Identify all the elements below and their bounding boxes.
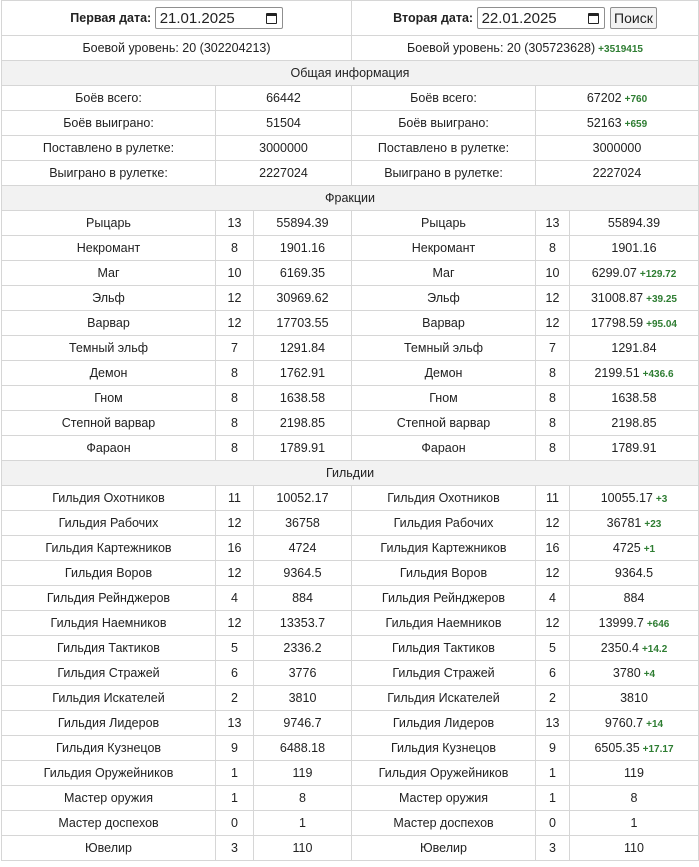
faction-row — [2, 311, 699, 336]
faction-row-points-right — [570, 236, 699, 261]
delta-badge: +1 — [643, 544, 656, 555]
delta-badge: +39.25 — [646, 294, 677, 305]
combat-level-row — [2, 36, 699, 61]
faction-row-name-right: Эльф — [352, 286, 536, 311]
guild-row-points-right — [570, 561, 699, 586]
guild-row-level-left: 12 — [216, 511, 254, 536]
faction-row-points-right-value: 55894.39 — [607, 216, 661, 230]
guild-row — [2, 761, 699, 786]
guild-row-name-left: Мастер оружия — [2, 786, 216, 811]
faction-row-points-right — [570, 411, 699, 436]
faction-row-points-right — [570, 336, 699, 361]
general-label-right: Боёв всего: — [352, 86, 536, 111]
guild-row-name-right: Гильдия Воров — [352, 561, 536, 586]
guild-row — [2, 511, 699, 536]
faction-row-level-left: 8 — [216, 386, 254, 411]
guild-row-points-right — [570, 486, 699, 511]
faction-row-name-right: Фараон — [352, 436, 536, 461]
second-date-label: Вторая дата: — [393, 11, 474, 25]
faction-row-name-right: Варвар — [352, 311, 536, 336]
faction-row-points-left: 1789.91 — [254, 436, 352, 461]
guild-row-points-right — [570, 761, 699, 786]
faction-row-name-right: Темный эльф — [352, 336, 536, 361]
guild-row-name-left: Гильдия Лидеров — [2, 711, 216, 736]
guild-row-points-right-value: 8 — [630, 791, 638, 805]
faction-row — [2, 261, 699, 286]
guild-row-points-right-value: 9760.7 — [604, 716, 644, 730]
general-value-left: 2227024 — [216, 161, 352, 186]
guild-row-name-left: Гильдия Наемников — [2, 611, 216, 636]
delta-badge: +436.6 — [642, 369, 674, 380]
guild-row-points-right — [570, 736, 699, 761]
faction-row-level-left: 13 — [216, 211, 254, 236]
general-label-left: Поставлено в рулетке: — [2, 136, 216, 161]
faction-row-name-right: Некромант — [352, 236, 536, 261]
second-date-input[interactable] — [477, 7, 605, 29]
guild-row-level-right: 12 — [536, 611, 570, 636]
guild-row-name-left: Мастер доспехов — [2, 811, 216, 836]
guild-row-points-right — [570, 811, 699, 836]
faction-row-level-right: 8 — [536, 361, 570, 386]
faction-row-points-left: 55894.39 — [254, 211, 352, 236]
combat-level-right-value: Боевой уровень: 20 (305723628) — [407, 41, 596, 55]
guild-row-name-right: Гильдия Наемников — [352, 611, 536, 636]
faction-row-level-left: 10 — [216, 261, 254, 286]
faction-row-points-right-value: 2198.85 — [611, 416, 657, 430]
faction-row-points-left: 1901.16 — [254, 236, 352, 261]
guild-row-points-right — [570, 536, 699, 561]
section-header-guilds — [2, 461, 699, 486]
guild-row-name-right: Гильдия Лидеров — [352, 711, 536, 736]
faction-row-level-right: 13 — [536, 211, 570, 236]
guild-row-points-left: 8 — [254, 786, 352, 811]
guild-row-points-right — [570, 511, 699, 536]
faction-row-points-left: 1638.58 — [254, 386, 352, 411]
faction-row-name-left: Некромант — [2, 236, 216, 261]
guild-row-level-left: 11 — [216, 486, 254, 511]
delta-badge: +17.17 — [642, 744, 674, 755]
faction-row-level-left: 8 — [216, 436, 254, 461]
delta-badge: +4 — [643, 669, 656, 680]
guild-row-points-left: 3776 — [254, 661, 352, 686]
faction-row-points-right-value: 1901.16 — [611, 241, 657, 255]
calendar-icon[interactable] — [266, 13, 277, 24]
general-label-right: Поставлено в рулетке: — [352, 136, 536, 161]
guild-row — [2, 661, 699, 686]
faction-row-level-left: 7 — [216, 336, 254, 361]
guild-row — [2, 486, 699, 511]
faction-row-level-right: 8 — [536, 386, 570, 411]
delta-badge: +760 — [624, 94, 648, 105]
guild-row — [2, 536, 699, 561]
guild-row-level-left: 13 — [216, 711, 254, 736]
combat-level-left: Боевой уровень: 20 (302204213) — [2, 36, 352, 61]
guild-row — [2, 811, 699, 836]
general-label-right: Выиграно в рулетке: — [352, 161, 536, 186]
faction-row-points-right — [570, 261, 699, 286]
guild-row-name-left: Гильдия Охотников — [2, 486, 216, 511]
faction-row-level-left: 8 — [216, 236, 254, 261]
faction-row-points-left: 1291.84 — [254, 336, 352, 361]
guild-row-points-right-value: 3810 — [620, 691, 648, 705]
guild-row-points-left: 36758 — [254, 511, 352, 536]
date-picker-row — [2, 1, 699, 36]
guild-row-name-right: Мастер доспехов — [352, 811, 536, 836]
guild-row-level-right: 3 — [536, 836, 570, 861]
faction-row-level-right: 8 — [536, 436, 570, 461]
guild-row-name-left: Гильдия Картежников — [2, 536, 216, 561]
guild-row-name-left: Гильдия Тактиков — [2, 636, 216, 661]
faction-row-name-right: Гном — [352, 386, 536, 411]
faction-row-name-left: Рыцарь — [2, 211, 216, 236]
faction-row-name-right: Степной варвар — [352, 411, 536, 436]
faction-row-points-left: 30969.62 — [254, 286, 352, 311]
guild-row-level-left: 2 — [216, 686, 254, 711]
guild-row-level-left: 6 — [216, 661, 254, 686]
faction-row-points-right — [570, 286, 699, 311]
general-label-left: Выиграно в рулетке: — [2, 161, 216, 186]
section-title-guilds: Гильдии — [2, 461, 699, 486]
guild-row-name-right: Гильдия Рабочих — [352, 511, 536, 536]
guild-row-points-right-value: 110 — [624, 841, 644, 855]
first-date-cell — [2, 1, 352, 36]
guild-row-name-right: Гильдия Искателей — [352, 686, 536, 711]
faction-row-points-right-value: 17798.59 — [590, 316, 644, 330]
faction-row — [2, 211, 699, 236]
guild-row-name-right: Гильдия Картежников — [352, 536, 536, 561]
guild-row — [2, 736, 699, 761]
section-header-factions — [2, 186, 699, 211]
guild-row-points-left: 9746.7 — [254, 711, 352, 736]
guild-row-level-left: 0 — [216, 811, 254, 836]
general-value-right — [536, 136, 699, 161]
guild-row-name-left: Гильдия Рабочих — [2, 511, 216, 536]
guild-row-name-right: Гильдия Кузнецов — [352, 736, 536, 761]
guild-row — [2, 611, 699, 636]
guild-row-points-left: 884 — [254, 586, 352, 611]
guild-row-level-right: 0 — [536, 811, 570, 836]
faction-row — [2, 361, 699, 386]
guild-row — [2, 686, 699, 711]
guild-row-name-right: Гильдия Оружейников — [352, 761, 536, 786]
guild-row-level-right: 4 — [536, 586, 570, 611]
guild-row-points-left: 2336.2 — [254, 636, 352, 661]
delta-badge: +646 — [646, 619, 670, 630]
search-button[interactable]: Поиск — [610, 7, 657, 29]
guild-row-points-right — [570, 836, 699, 861]
guild-row-points-left: 119 — [254, 761, 352, 786]
delta-badge: +14 — [646, 719, 664, 730]
guild-row-points-right-value: 36781 — [606, 516, 642, 530]
guild-row-points-right-value: 13999.7 — [598, 616, 644, 630]
guild-row-points-right-value: 119 — [624, 766, 644, 780]
guild-row-level-right: 1 — [536, 786, 570, 811]
guild-row-points-left: 4724 — [254, 536, 352, 561]
faction-row — [2, 236, 699, 261]
guild-row-level-left: 16 — [216, 536, 254, 561]
guild-row — [2, 586, 699, 611]
faction-row — [2, 386, 699, 411]
guild-row-name-right: Гильдия Охотников — [352, 486, 536, 511]
guild-row-points-right — [570, 686, 699, 711]
delta-badge: +14.2 — [641, 644, 668, 655]
guild-row-points-left: 3810 — [254, 686, 352, 711]
delta-badge: +95.04 — [646, 319, 677, 330]
guild-row-points-left: 10052.17 — [254, 486, 352, 511]
guild-row-level-left: 3 — [216, 836, 254, 861]
guild-row-points-right-value: 2350.4 — [600, 641, 639, 655]
faction-row-level-right: 8 — [536, 236, 570, 261]
faction-row-points-right — [570, 386, 699, 411]
general-value-right-value: 67202 — [586, 91, 622, 105]
section-title-factions: Фракции — [2, 186, 699, 211]
guild-row-name-right: Гильдия Стражей — [352, 661, 536, 686]
guild-row-level-right: 11 — [536, 486, 570, 511]
guild-row-name-left: Гильдия Кузнецов — [2, 736, 216, 761]
faction-row-level-left: 8 — [216, 411, 254, 436]
guild-row-points-right-value: 4725 — [612, 541, 641, 555]
faction-row-name-left: Гном — [2, 386, 216, 411]
guild-row-points-right — [570, 711, 699, 736]
general-value-right-value: 3000000 — [592, 141, 642, 155]
general-value-left: 3000000 — [216, 136, 352, 161]
faction-row-points-right — [570, 361, 699, 386]
guild-row-points-right — [570, 786, 699, 811]
general-row — [2, 86, 699, 111]
guild-row-points-left: 1 — [254, 811, 352, 836]
section-title-general: Общая информация — [2, 61, 699, 86]
guild-row-name-right: Гильдия Тактиков — [352, 636, 536, 661]
faction-row-level-right: 8 — [536, 411, 570, 436]
faction-row-name-left: Маг — [2, 261, 216, 286]
guild-row-points-left: 9364.5 — [254, 561, 352, 586]
guild-row-points-right — [570, 586, 699, 611]
guild-row-name-right: Ювелир — [352, 836, 536, 861]
section-header-general — [2, 61, 699, 86]
faction-row — [2, 286, 699, 311]
faction-row-points-right — [570, 211, 699, 236]
second-date-value: 22.01.2025 — [481, 9, 557, 27]
delta-badge: +659 — [624, 119, 648, 130]
faction-row — [2, 336, 699, 361]
guild-row-level-left: 1 — [216, 786, 254, 811]
guild-row-level-right: 13 — [536, 711, 570, 736]
guild-row — [2, 711, 699, 736]
guild-row-name-left: Гильдия Искателей — [2, 686, 216, 711]
guild-row-points-right-value: 884 — [623, 591, 645, 605]
guild-row-points-right — [570, 611, 699, 636]
first-date-input[interactable] — [155, 7, 283, 29]
guild-row-name-left: Гильдия Рейнджеров — [2, 586, 216, 611]
faction-row-level-right: 10 — [536, 261, 570, 286]
guild-row-level-right: 5 — [536, 636, 570, 661]
faction-row-points-left: 6169.35 — [254, 261, 352, 286]
delta-badge: +23 — [644, 519, 662, 530]
faction-row — [2, 436, 699, 461]
guild-row-level-right: 9 — [536, 736, 570, 761]
first-date-label: Первая дата: — [70, 11, 152, 25]
general-value-right — [536, 161, 699, 186]
faction-row-name-right: Маг — [352, 261, 536, 286]
guild-row-level-right: 12 — [536, 561, 570, 586]
faction-row-points-left: 17703.55 — [254, 311, 352, 336]
guild-row-points-left: 110 — [254, 836, 352, 861]
guild-row-points-right-value: 9364.5 — [614, 566, 654, 580]
faction-row-level-right: 7 — [536, 336, 570, 361]
guild-row-name-left: Ювелир — [2, 836, 216, 861]
guild-row-level-left: 1 — [216, 761, 254, 786]
guild-row-points-left: 6488.18 — [254, 736, 352, 761]
general-value-right-value: 2227024 — [592, 166, 642, 180]
general-value-left: 66442 — [216, 86, 352, 111]
guild-row-points-right — [570, 636, 699, 661]
faction-row-points-right-value: 1638.58 — [611, 391, 657, 405]
guild-row-name-left: Гильдия Стражей — [2, 661, 216, 686]
general-value-right — [536, 86, 699, 111]
faction-row-name-right: Рыцарь — [352, 211, 536, 236]
guild-row-level-right: 12 — [536, 511, 570, 536]
guild-row-level-left: 5 — [216, 636, 254, 661]
general-label-right: Боёв выиграно: — [352, 111, 536, 136]
guild-row-name-left: Гильдия Воров — [2, 561, 216, 586]
general-row — [2, 161, 699, 186]
guild-row-points-right-value: 1 — [630, 816, 638, 830]
faction-row-points-right-value: 1291.84 — [611, 341, 657, 355]
guild-row-level-left: 9 — [216, 736, 254, 761]
faction-row-name-left: Эльф — [2, 286, 216, 311]
faction-row-name-left: Варвар — [2, 311, 216, 336]
faction-row-name-left: Демон — [2, 361, 216, 386]
guild-row-points-right-value: 3780 — [612, 666, 641, 680]
combat-level-delta: +3519415 — [598, 44, 643, 55]
delta-badge: +3 — [655, 494, 668, 505]
faction-row-points-left: 2198.85 — [254, 411, 352, 436]
guild-row — [2, 561, 699, 586]
guild-row-level-right: 6 — [536, 661, 570, 686]
faction-row-points-right-value: 6299.07 — [591, 266, 637, 280]
faction-row — [2, 411, 699, 436]
faction-row-points-left: 1762.91 — [254, 361, 352, 386]
stats-comparison-table — [1, 0, 699, 861]
general-row — [2, 111, 699, 136]
faction-row-points-right-value: 31008.87 — [590, 291, 644, 305]
general-row — [2, 136, 699, 161]
guild-row — [2, 786, 699, 811]
faction-row-name-left: Темный эльф — [2, 336, 216, 361]
guild-row-points-left: 13353.7 — [254, 611, 352, 636]
guild-row — [2, 836, 699, 861]
faction-row-points-right-value: 2199.51 — [594, 366, 640, 380]
faction-row-level-left: 12 — [216, 286, 254, 311]
faction-row-points-right — [570, 311, 699, 336]
guild-row-points-right — [570, 661, 699, 686]
guild-row-name-right: Мастер оружия — [352, 786, 536, 811]
guild-row-name-left: Гильдия Оружейников — [2, 761, 216, 786]
guild-row-points-right-value: 10055.17 — [600, 491, 653, 505]
general-label-left: Боёв всего: — [2, 86, 216, 111]
second-date-cell — [352, 1, 699, 36]
faction-row-level-left: 8 — [216, 361, 254, 386]
faction-row-points-right-value: 1789.91 — [611, 441, 657, 455]
faction-row-level-right: 12 — [536, 311, 570, 336]
first-date-value: 21.01.2025 — [159, 9, 235, 27]
faction-row-name-right: Демон — [352, 361, 536, 386]
guild-row-level-left: 12 — [216, 561, 254, 586]
guild-row-level-left: 12 — [216, 611, 254, 636]
general-value-left: 51504 — [216, 111, 352, 136]
general-label-left: Боёв выиграно: — [2, 111, 216, 136]
guild-row-name-right: Гильдия Рейнджеров — [352, 586, 536, 611]
general-value-right-value: 52163 — [586, 116, 622, 130]
calendar-icon[interactable] — [588, 13, 599, 24]
guild-row-level-right: 1 — [536, 761, 570, 786]
faction-row-level-right: 12 — [536, 286, 570, 311]
faction-row-level-left: 12 — [216, 311, 254, 336]
guild-row-points-right-value: 6505.35 — [594, 741, 640, 755]
faction-row-name-left: Фараон — [2, 436, 216, 461]
combat-level-right — [352, 36, 699, 61]
delta-badge: +129.72 — [639, 269, 677, 280]
guild-row — [2, 636, 699, 661]
faction-row-name-left: Степной варвар — [2, 411, 216, 436]
guild-row-level-right: 2 — [536, 686, 570, 711]
general-value-right — [536, 111, 699, 136]
guild-row-level-left: 4 — [216, 586, 254, 611]
guild-row-level-right: 16 — [536, 536, 570, 561]
faction-row-points-right — [570, 436, 699, 461]
